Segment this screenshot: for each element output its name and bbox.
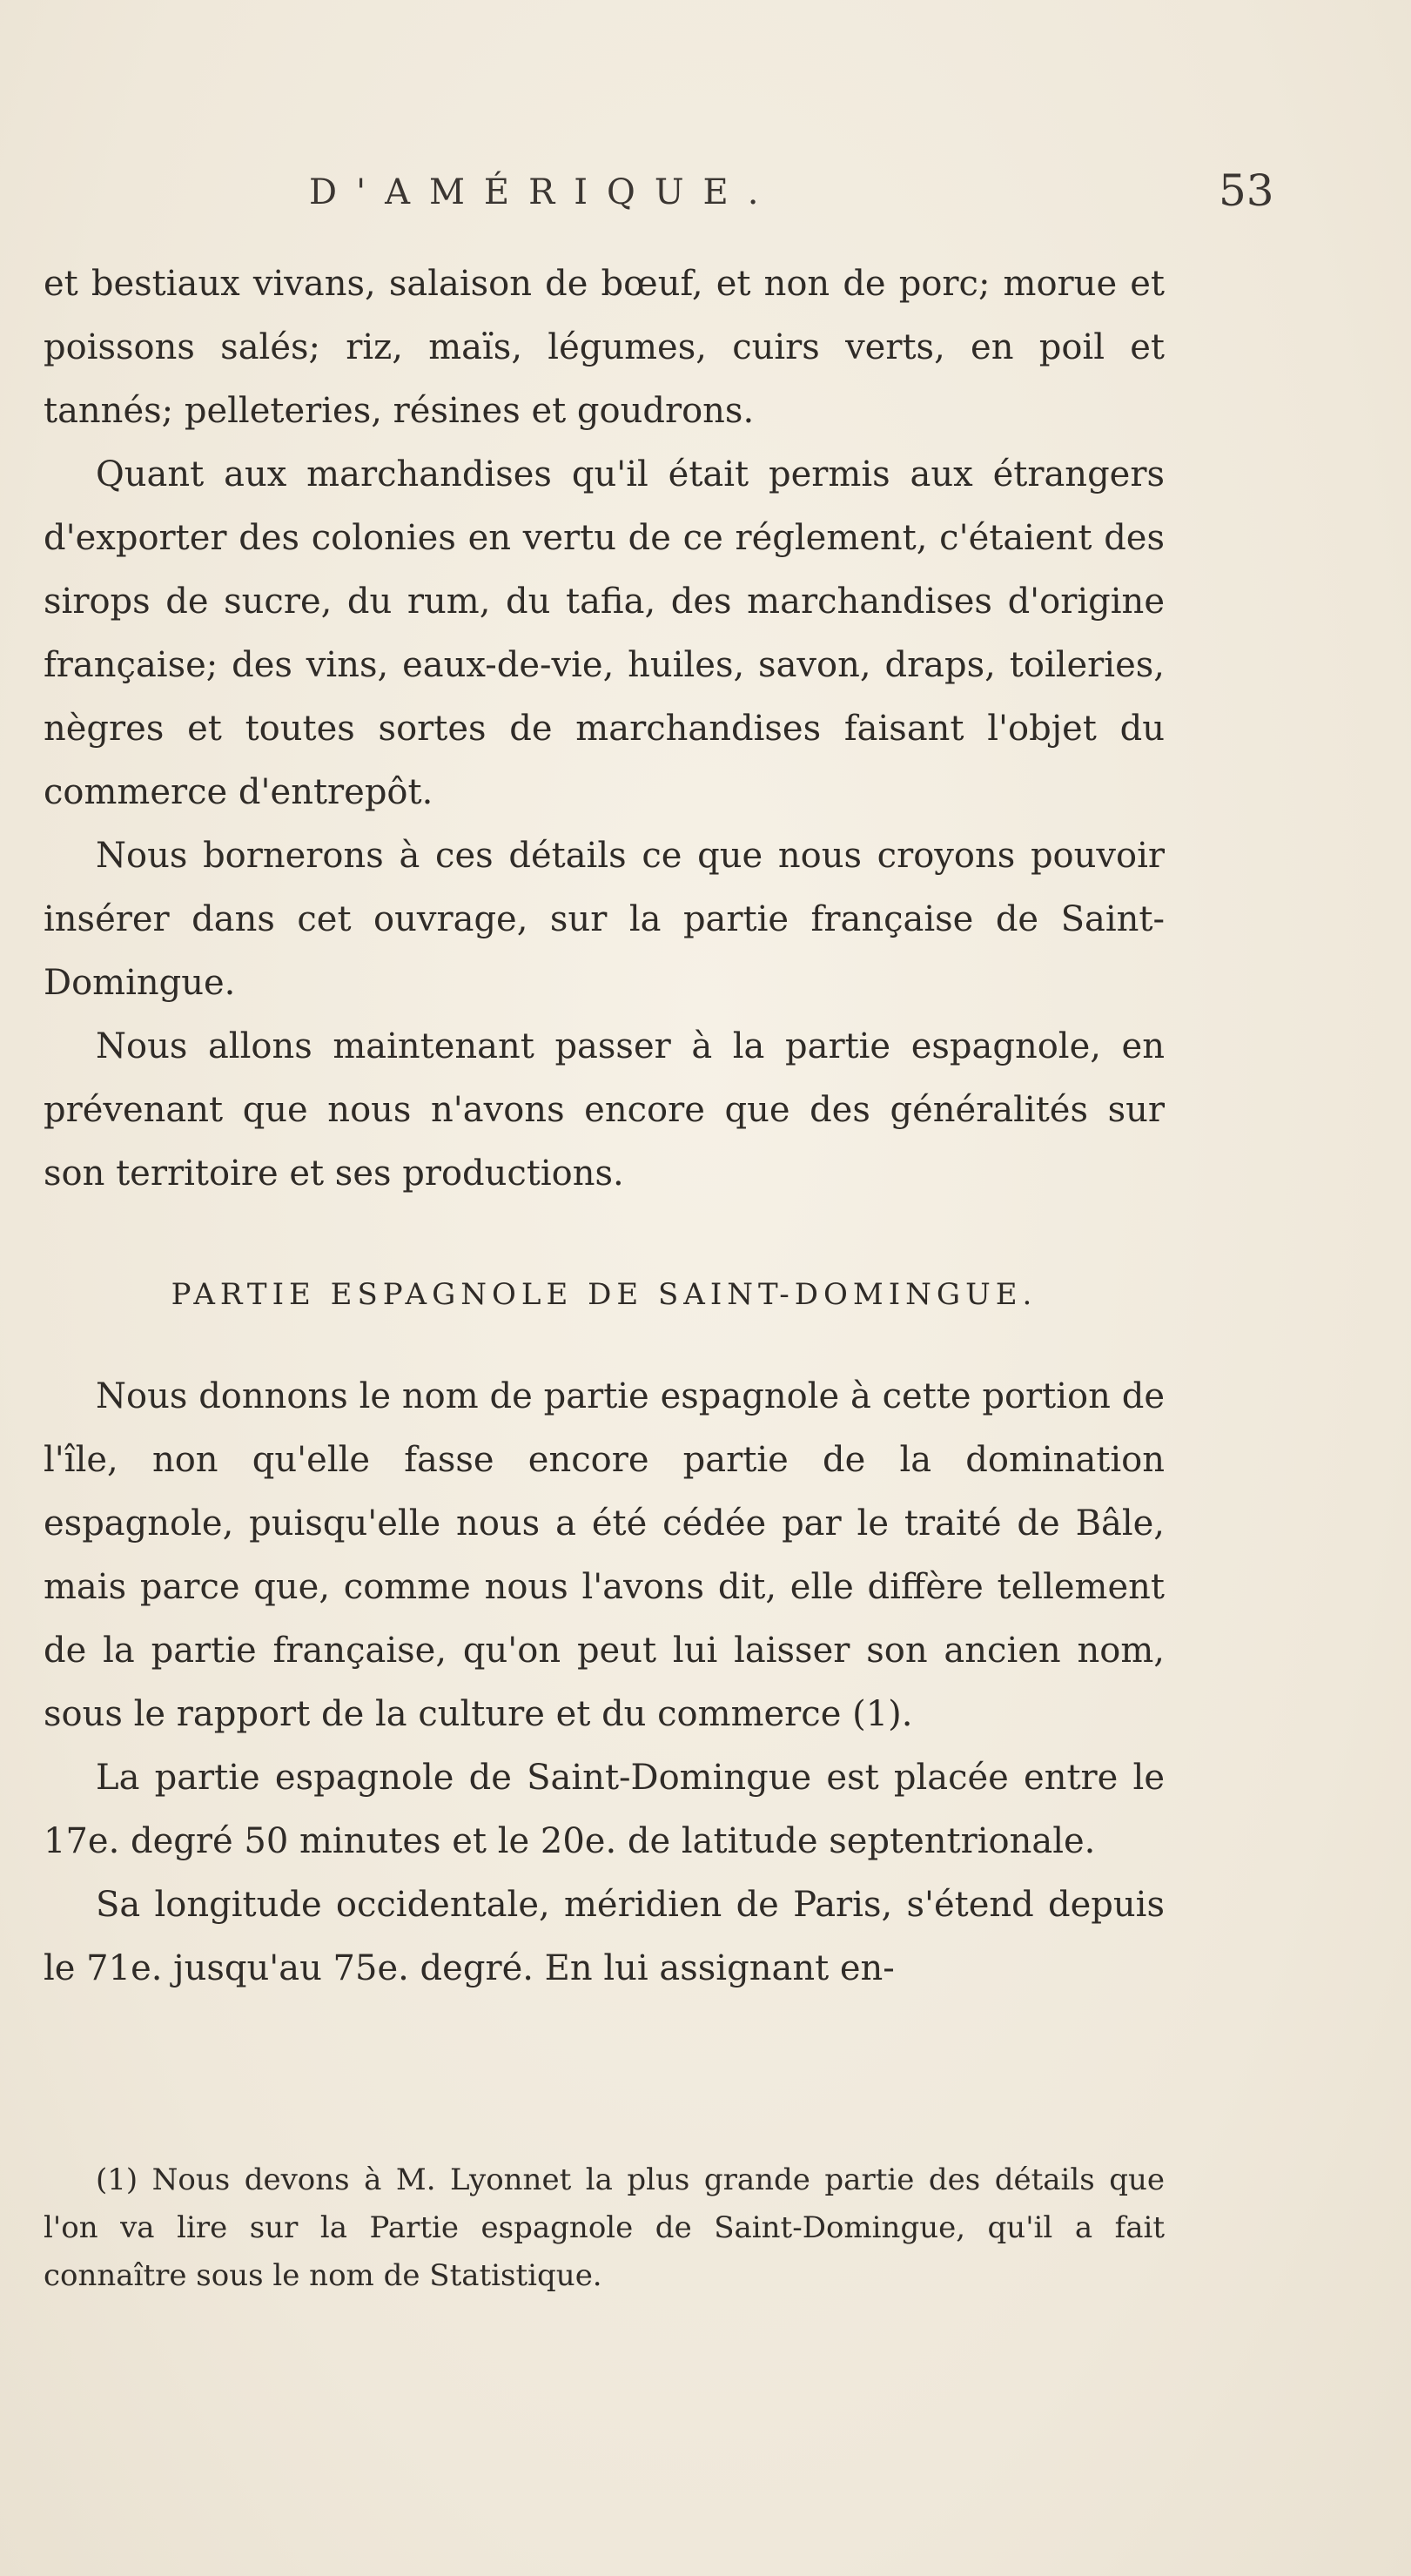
- paragraph: La partie espagnole de Saint-Domingue est placée entre le 17e. degré 50 minutes et le 20e. de latitude septentrionale.: [44, 1758, 1165, 1861]
- page-header: [0, 165, 1411, 226]
- paragraph: Nous donnons le nom de partie espagnole à cette portion de l'île, non qu'elle fasse encore partie de la domination espagnole, puisqu'elle nous a été cédée par le traité de Bâle, mais parce que, comme nous l'avons dit, elle diffère tellement de la partie française, qu'on peut lui laisser son ancien nom, sous le rapport de la culture et du commerce (1).: [44, 1376, 1165, 1734]
- paragraph: Quant aux marchandises qu'il était permis aux étrangers d'exporter des colonies en vertu de ce réglement, c'étaient des sirops de sucre, du rum, du tafia, des marchandises d'origine française; des vins, eaux-de-vie, huiles, savon, draps, toileries, nègres et toutes sortes de marchandises faisant l'objet du commerce d'entrepôt.: [44, 454, 1165, 812]
- running-head: D'AMÉRIQUE.: [309, 172, 778, 212]
- section-heading: PARTIE ESPAGNOLE DE SAINT-DOMINGUE.: [171, 1277, 1038, 1312]
- paragraph: Nous bornerons à ces détails ce que nous croyons pouvoir insérer dans cet ouvrage, sur la partie française de Saint-Domingue.: [44, 836, 1165, 1003]
- page-number: 53: [1219, 165, 1274, 216]
- footnote-text: (1) Nous devons à M. Lyonnet la plus grande partie des détails que l'on va lire sur la Partie espagnole de Saint-Domingue, qu'il a fait connaître sous le nom de Statistique.: [44, 2162, 1165, 2293]
- main-text: [44, 252, 1165, 2001]
- paragraph: Sa longitude occidentale, méridien de Paris, s'étend depuis le 71e. jusqu'au 75e. degré. En lui assignant en-: [44, 1885, 1165, 1988]
- paragraph: Nous allons maintenant passer à la partie espagnole, en prévenant que nous n'avons encore que des généralités sur son territoire et ses productions.: [44, 1026, 1165, 1194]
- paragraph: et bestiaux vivans, salaison de bœuf, et non de porc; morue et poissons salés; riz, maïs, légumes, cuirs verts, en poil et tannés; pelleteries, résines et goudrons.: [44, 264, 1165, 431]
- footnote: [44, 2156, 1165, 2300]
